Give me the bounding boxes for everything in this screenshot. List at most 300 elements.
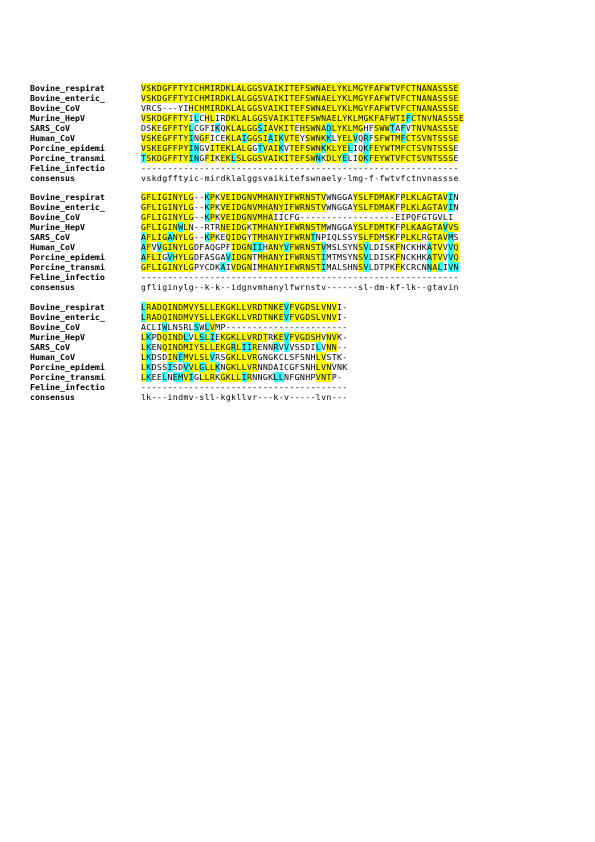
residue: L (363, 222, 369, 232)
residue: k (220, 392, 226, 402)
residue: S (310, 262, 316, 272)
residue: V (321, 192, 327, 202)
residue: G (294, 212, 300, 222)
residue: G (241, 202, 247, 212)
residue: T (294, 113, 300, 123)
residue: E (215, 332, 221, 342)
residue: - (453, 272, 459, 282)
residue: E (453, 143, 459, 153)
residue: N (315, 103, 322, 113)
residue: F (146, 262, 152, 272)
residue: Q (162, 332, 168, 342)
residue: G (199, 133, 205, 143)
residue: L (231, 372, 237, 382)
residue: C (199, 113, 205, 123)
residue: L (273, 372, 279, 382)
residue: - (421, 163, 428, 173)
residue: E (178, 352, 184, 362)
sequence-name: Bovine_respirat (30, 83, 105, 93)
residue: Y (336, 93, 343, 103)
residue: V (188, 352, 194, 362)
residue: L (204, 322, 210, 332)
residue: - (342, 312, 348, 322)
residue: I (448, 192, 454, 202)
residue: I (448, 212, 454, 222)
residue: I (273, 143, 279, 153)
residue: A (268, 103, 274, 113)
residue: H (347, 262, 353, 272)
residue: - (321, 382, 327, 392)
residue: G (188, 232, 194, 242)
residue: L (347, 123, 353, 133)
residue: L (236, 362, 242, 372)
residue: - (262, 392, 269, 402)
residue: N (331, 342, 337, 352)
residue: - (141, 382, 147, 392)
residue: - (193, 192, 200, 202)
residue: H (416, 252, 422, 262)
residue: A (384, 192, 390, 202)
residue: A (268, 252, 274, 262)
residue: T (331, 252, 337, 262)
residue: K (278, 153, 285, 163)
residue: F (167, 133, 173, 143)
residue: Y (363, 93, 369, 103)
sequence-residues (141, 232, 459, 242)
residue: I (278, 362, 285, 372)
residue: I (273, 83, 279, 93)
residue: N (427, 133, 433, 143)
residue: A (236, 93, 242, 103)
residue: F (289, 222, 295, 232)
residue: E (220, 153, 226, 163)
residue: - (299, 212, 306, 222)
residue: - (209, 272, 216, 282)
residue: D (374, 232, 380, 242)
residue: N (305, 192, 311, 202)
residue: I (231, 222, 237, 232)
residue: R (252, 362, 258, 372)
residue: H (315, 332, 322, 342)
residue: Y (336, 123, 343, 133)
residue: A (141, 252, 147, 262)
residue: - (331, 212, 337, 222)
residue: A (432, 123, 438, 133)
residue: F (368, 83, 375, 93)
sequence-residues (141, 302, 348, 312)
residue: V (448, 252, 454, 262)
residue: G (220, 372, 226, 382)
residue: G (225, 302, 232, 312)
residue: G (252, 93, 258, 103)
residue: - (231, 163, 237, 173)
residue: D (151, 362, 157, 372)
residue: - (188, 163, 194, 173)
residue: M (257, 192, 263, 202)
residue: - (310, 382, 316, 392)
residue: H (262, 252, 269, 262)
residue: T (395, 113, 401, 123)
residue: S (299, 362, 306, 372)
residue: V (204, 143, 210, 153)
residue: V (437, 242, 443, 252)
residue: S (257, 83, 263, 93)
residue: - (347, 212, 353, 222)
residue: K (225, 93, 232, 103)
residue: i (167, 392, 173, 402)
residue: - (336, 342, 343, 352)
residue: T (178, 153, 184, 163)
residue: K (278, 93, 285, 103)
residue: - (167, 163, 173, 173)
residue: N (421, 262, 428, 272)
sequence-name: Porcine_epidemi (30, 362, 105, 372)
residue: S (310, 312, 316, 322)
residue: G (162, 222, 168, 232)
residue: n (305, 282, 311, 292)
residue: Q (162, 342, 168, 352)
residue: F (172, 93, 179, 103)
residue: N (172, 302, 179, 312)
sequence-name: Bovine_CoV (30, 212, 80, 222)
sequence-residues (141, 262, 459, 272)
residue: S (448, 83, 454, 93)
residue: - (225, 322, 232, 332)
residue: E (453, 83, 459, 93)
residue: n (453, 282, 459, 292)
residue: C (193, 123, 200, 133)
residue: L (236, 342, 242, 352)
residue: E (331, 113, 337, 123)
residue: A (268, 262, 274, 272)
sequence-residues (141, 113, 464, 123)
residue: S (384, 242, 390, 252)
residue: W (326, 222, 332, 232)
residue: t (178, 173, 184, 183)
residue: L (209, 312, 216, 322)
residue: G (141, 212, 147, 222)
residue: F (379, 83, 385, 93)
residue: G (162, 212, 168, 222)
residue: K (389, 262, 396, 272)
residue: E (342, 143, 348, 153)
residue: - (326, 322, 332, 332)
residue: T (432, 153, 438, 163)
residue: D (236, 202, 242, 212)
residue: T (384, 222, 390, 232)
residue: T (315, 252, 322, 262)
residue: G (193, 372, 200, 382)
residue: W (379, 123, 385, 133)
residue: V (442, 242, 449, 252)
residue: S (310, 252, 316, 262)
residue: - (411, 163, 417, 173)
residue: N (172, 192, 179, 202)
residue: R (299, 252, 306, 262)
residue: V (141, 133, 147, 143)
residue: k (231, 392, 237, 402)
residue: L (405, 192, 412, 202)
residue: G (162, 83, 168, 93)
residue: D (236, 222, 242, 232)
residue: I (352, 153, 359, 163)
residue: L (336, 262, 343, 272)
residue: i (284, 173, 290, 183)
residue: F (294, 352, 300, 362)
residue: N (305, 202, 311, 212)
residue: V (331, 332, 337, 342)
residue: N (421, 113, 428, 123)
residue: F (146, 222, 152, 232)
residue: L (183, 232, 189, 242)
residue: L (363, 232, 369, 242)
residue: G (188, 262, 194, 272)
residue: A (268, 133, 274, 143)
residue: I (336, 312, 343, 322)
residue: K (225, 153, 232, 163)
residue: T (315, 202, 322, 212)
residue: N (220, 362, 226, 372)
residue: V (284, 342, 290, 352)
residue: v (188, 392, 194, 402)
residue: F (167, 123, 173, 133)
residue: C (405, 83, 412, 93)
residue: G (252, 133, 258, 143)
residue: F (146, 192, 152, 202)
residue: D (374, 262, 380, 272)
residue: i (448, 282, 454, 292)
residue: A (220, 252, 226, 262)
residue: - (437, 163, 443, 173)
residue: M (257, 252, 263, 262)
residue: - (284, 272, 290, 282)
residue: A (268, 83, 274, 93)
residue: N (326, 332, 332, 342)
residue: v (395, 173, 401, 183)
residue: A (268, 232, 274, 242)
residue: F (167, 153, 173, 163)
residue: S (374, 133, 380, 143)
residue: S (156, 103, 163, 113)
residue: - (193, 222, 200, 232)
residue: D (326, 123, 332, 133)
residue: N (326, 312, 332, 322)
residue: V (141, 103, 147, 113)
residue: l (151, 282, 157, 292)
residue: D (374, 242, 380, 252)
residue: G (336, 202, 343, 212)
residue: - (204, 382, 210, 392)
residue: G (199, 143, 205, 153)
residue: - (167, 272, 173, 282)
residue: H (363, 123, 369, 133)
residue: - (374, 173, 380, 183)
residue: L (246, 113, 253, 123)
residue: D (178, 312, 184, 322)
residue: - (310, 212, 316, 222)
residue: T (389, 143, 396, 153)
residue: N (315, 123, 322, 133)
residue: - (225, 272, 232, 282)
residue: L (331, 83, 337, 93)
residue: A (347, 222, 353, 232)
residue: K (342, 123, 348, 133)
residue: E (294, 93, 300, 103)
residue: G (252, 143, 258, 153)
residue: I (284, 202, 290, 212)
residue: R (252, 332, 258, 342)
residue: k (146, 392, 152, 402)
residue: D (225, 113, 232, 123)
residue: - (273, 272, 279, 282)
residue: N (305, 232, 311, 242)
residue: L (151, 322, 157, 332)
sequence-residues (141, 143, 459, 153)
residue: F (289, 192, 295, 202)
sequence-residues (141, 382, 348, 392)
residue: L (209, 302, 216, 312)
residue: d (220, 173, 226, 183)
residue: S (199, 352, 205, 362)
residue: F (368, 143, 375, 153)
residue: - (193, 212, 200, 222)
residue: y (336, 173, 343, 183)
residue: R (246, 372, 253, 382)
residue: V (252, 202, 258, 212)
sequence-residues (141, 392, 348, 402)
residue: L (236, 352, 242, 362)
residue: V (246, 312, 253, 322)
residue: E (172, 372, 179, 382)
residue: D (156, 312, 163, 322)
residue: - (246, 382, 253, 392)
residue: E (453, 123, 459, 133)
residue: N (246, 262, 253, 272)
residue: K (146, 342, 152, 352)
residue: G (342, 192, 348, 202)
residue: S (236, 153, 242, 163)
residue: l (231, 173, 237, 183)
residue: - (342, 382, 348, 392)
residue: N (326, 302, 332, 312)
residue: R (299, 222, 306, 232)
residue: R (299, 232, 306, 242)
residue: l (405, 282, 412, 292)
residue: M (215, 322, 221, 332)
residue: A (421, 192, 428, 202)
residue: N (427, 123, 433, 133)
residue: Y (363, 83, 369, 93)
residue: - (199, 232, 205, 242)
residue: E (294, 143, 300, 153)
residue: N (321, 372, 327, 382)
residue: E (151, 372, 157, 382)
residue: K (204, 192, 210, 202)
residue: s (305, 173, 311, 183)
residue: T (310, 232, 316, 242)
residue: A (421, 202, 428, 212)
residue: K (225, 133, 232, 143)
residue: T (289, 123, 295, 133)
residue: D (220, 93, 226, 103)
residue: W (315, 113, 322, 123)
residue: D (220, 103, 226, 113)
residue: L (442, 212, 449, 222)
residue: L (331, 93, 337, 103)
residue: N (305, 262, 311, 272)
residue: C (193, 103, 200, 113)
residue: G (299, 332, 306, 342)
residue: W (384, 93, 390, 103)
residue: - (268, 322, 274, 332)
residue: D (257, 312, 263, 322)
residue: S (342, 262, 348, 272)
residue: N (427, 93, 433, 103)
residue: I (167, 262, 173, 272)
residue: I (241, 133, 247, 143)
residue: H (416, 242, 422, 252)
residue: F (368, 232, 375, 242)
sequence-residues (141, 192, 459, 202)
residue: Y (178, 262, 184, 272)
residue: V (395, 153, 401, 163)
residue: K (389, 252, 396, 262)
residue: L (204, 372, 210, 382)
residue: G (257, 113, 263, 123)
residue: W (389, 113, 396, 123)
sequence-residues (141, 242, 459, 252)
residue: N (188, 222, 194, 232)
residue: L (193, 352, 200, 362)
residue: - (220, 272, 226, 282)
residue: M (352, 103, 359, 113)
sequence-name: Bovine_respirat (30, 302, 105, 312)
residue: G (141, 262, 147, 272)
residue: N (193, 143, 200, 153)
residue: V (442, 222, 449, 232)
residue: r (215, 173, 221, 183)
residue: - (421, 272, 428, 282)
residue: - (374, 212, 380, 222)
residue: - (231, 382, 237, 392)
residue: V (294, 332, 300, 342)
residue: G (246, 93, 253, 103)
residue: F (289, 262, 295, 272)
residue: T (257, 143, 263, 153)
residue: - (405, 163, 412, 173)
residue: d (156, 173, 163, 183)
residue: S (299, 352, 306, 362)
residue: - (442, 163, 449, 173)
residue: l (284, 282, 290, 292)
residue: - (167, 103, 173, 113)
residue: M (257, 202, 263, 212)
residue: I (167, 302, 173, 312)
residue: G (162, 93, 168, 103)
residue: - (289, 163, 295, 173)
residue: I (284, 232, 290, 242)
residue: I (284, 222, 290, 232)
residue: L (315, 352, 322, 362)
residue: S (358, 192, 364, 202)
residue: n (172, 282, 179, 292)
sequence-residues (141, 202, 459, 212)
residue: F (289, 232, 295, 242)
residue: N (305, 252, 311, 262)
residue: I (231, 192, 237, 202)
residue: S (442, 133, 449, 143)
residue: - (199, 212, 205, 222)
